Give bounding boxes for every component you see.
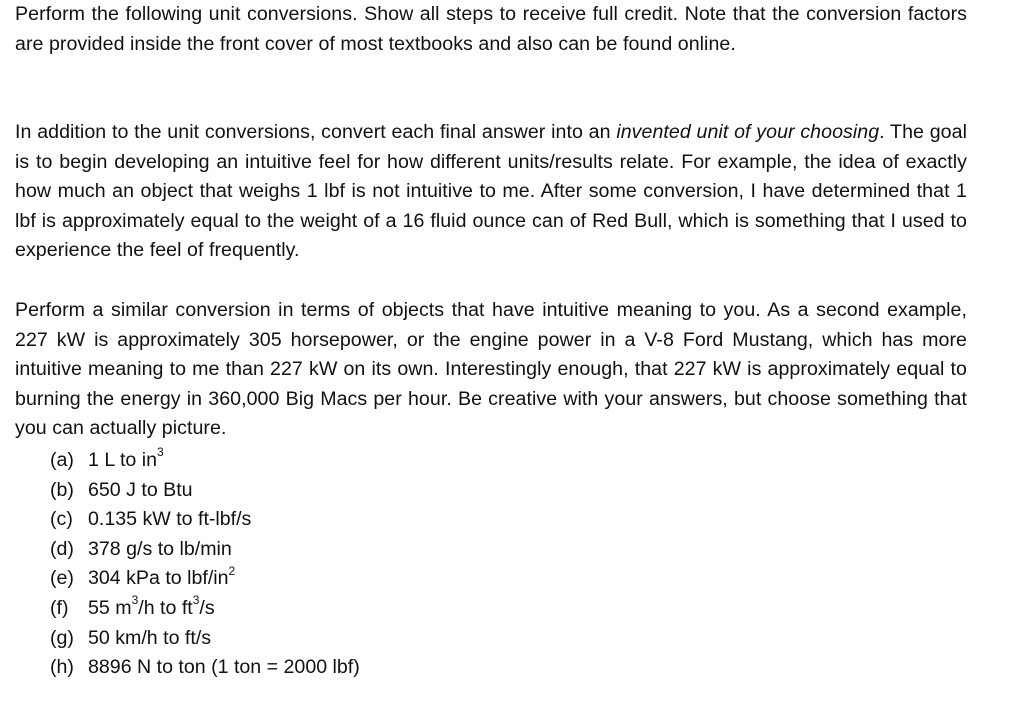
list-item: [50, 476, 360, 506]
item-label: (b): [50, 478, 74, 501]
item-text-mid: /h to ft: [138, 596, 193, 619]
item-text: 55 m: [88, 596, 132, 619]
item-label: (a): [50, 449, 74, 471]
item-superscript: 2: [228, 563, 236, 578]
conversion-list: [50, 446, 360, 683]
invented-emphasis: invented unit of your choosing: [616, 121, 880, 143]
item-superscript: 3: [157, 445, 164, 460]
item-text: 1 L to in: [88, 449, 157, 471]
item-label: (e): [50, 567, 74, 590]
invented-rest: . The goal is to begin developing an intuitive feel for how different units/results relate. For example, the idea of exactly how much an object that weighs 1 lbf is not intuitive to me. After some conversion, I have determined that 1 lbf is approximately equal to the weight of a 16 fluid ounce can of Red Bull, which is something that I used to experience the feel of frequently.: [15, 121, 967, 262]
item-label: (f): [50, 596, 69, 619]
item-text: 650 J to Btu: [88, 478, 193, 501]
item-label: (h): [50, 656, 74, 679]
item-label: (c): [50, 508, 73, 531]
item-text-post: /s: [199, 596, 215, 619]
invented-lead: In addition to the unit conversions, convert each final answer into an: [15, 121, 617, 143]
list-item: [50, 653, 360, 683]
item-text: 50 km/h to ft/s: [88, 626, 212, 649]
item-label: (g): [50, 626, 74, 649]
invented-unit-paragraph: [15, 118, 967, 266]
item-text: 304 kPa to lbf/in: [88, 567, 229, 590]
list-item: [50, 535, 360, 565]
item-label: (d): [50, 537, 74, 560]
list-item: [50, 505, 360, 535]
item-text: 0.135 kW to ft-lbf/s: [88, 508, 252, 531]
item-superscript: 3: [131, 593, 139, 608]
item-text: 378 g/s to lb/min: [88, 537, 232, 560]
list-item: [50, 564, 360, 594]
item-superscript: 3: [192, 593, 200, 608]
list-item: [50, 624, 360, 654]
intro-paragraph: Perform the following unit conversions. Show all steps to receive full credit. Note that the conversion factors are provided inside the front cover of most textbooks and also can be found online.: [15, 3, 967, 55]
similar-conversion-paragraph: Perform a similar conversion in terms of objects that have intuitive meaning to you. As a second example, 227 kW is approximately 305 horsepower, or the engine power in a V-8 Ford Mustang, which has more intuitive meaning to me than 227 kW on its own. Interestingly enough, that 227 kW is approximately equal to burning the energy in 360,000 Big Macs per hour. Be creative with your answers, but choose something that you can actually picture.: [15, 299, 967, 440]
list-item: [50, 446, 360, 476]
list-item: [50, 594, 360, 624]
item-text: 8896 N to ton (1 ton = 2000 lbf): [88, 656, 360, 679]
